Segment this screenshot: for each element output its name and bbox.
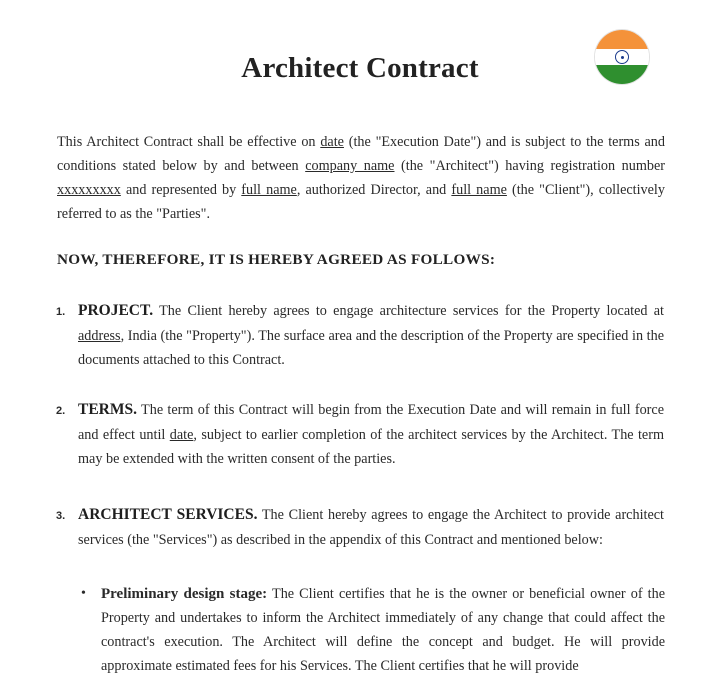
bullet-icon: • <box>81 586 86 601</box>
clause-terms: 2. TERMS. The term of this Contract will begin from the Execution Date and will remain in full force and effect until date, subject to earlier completion of the architect services by the Architect. The term may be extended with the written consent of the parties. <box>56 401 664 467</box>
intro-paragraph: This Architect Contract shall be effective on date (the "Execution Date") and is subject to the terms and conditions stated below by and between company name (the "Architect") having registration number xxxxxxxxx and represented by full name, authorized Director, and full name (the "Client"), collectively referred to as the "Parties". <box>57 134 665 222</box>
director-name-placeholder: full name <box>241 182 297 198</box>
address-placeholder: address <box>78 327 121 344</box>
client-name-placeholder: full name <box>451 182 507 198</box>
clause-number: 1. <box>56 306 66 318</box>
clause-heading: TERMS. <box>78 401 137 418</box>
company-name-placeholder: company name <box>305 158 395 174</box>
registration-number-placeholder: xxxxxxxxx <box>57 182 121 198</box>
agreement-heading: NOW, THEREFORE, IT IS HEREBY AGREED AS FOLLOWS: <box>57 251 496 268</box>
clause-heading: PROJECT. <box>78 302 154 319</box>
bullet-preliminary-design: • Preliminary design stage: The Client certifies that he is the owner or beneficial owner of the Property and undertakes to inform the Architect immediately of any change that could affect the contract's execution. The Architect will define the concept and budget. He will provide approximate estimated fees for his Services. The Client certifies that he will provide <box>101 582 665 678</box>
clause-number: 3. <box>56 510 66 522</box>
document-title: Architect Contract <box>241 52 479 84</box>
clause-architect-services: 3. ARCHITECT SERVICES. The Client hereby agrees to engage the Architect to provide architect services (the "Services") as described in the appendix of this Contract and mentioned below: <box>56 506 664 548</box>
end-date-placeholder: date <box>169 426 194 443</box>
clause-project: 1. PROJECT. The Client hereby agrees to engage architecture services for the Property located at address, India (the "Property"). The surface area and the description of the Property are specified in the documents attached to this Contract. <box>56 302 664 368</box>
clause-number: 2. <box>56 405 66 417</box>
date-placeholder: date <box>320 134 344 150</box>
clause-heading: ARCHITECT SERVICES. <box>78 506 258 523</box>
bullet-heading: Preliminary design stage: <box>101 586 268 602</box>
